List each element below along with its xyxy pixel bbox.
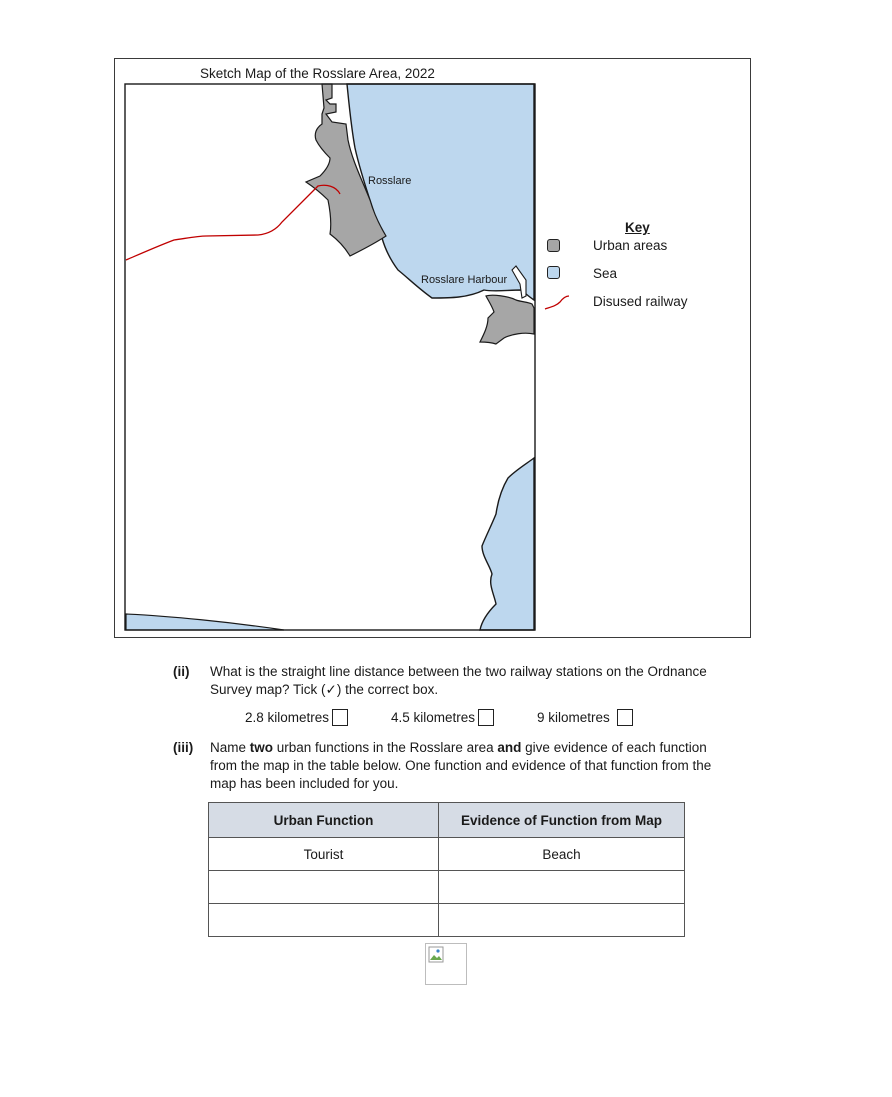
text-segment: urban functions in the Rosslare area	[273, 740, 498, 755]
sea-area-south	[480, 458, 534, 630]
label-rosslare: Rosslare	[368, 175, 412, 187]
table-cell-empty[interactable]	[209, 904, 439, 937]
disused-railway	[126, 185, 340, 260]
question-iii-line-2: from the map in the table below. One function and evidence of that function from the	[210, 758, 712, 773]
key-railway-swatch	[545, 296, 569, 309]
question-iii-line-1	[210, 739, 770, 757]
question-ii-number: (ii)	[173, 664, 190, 679]
table-cell-empty[interactable]	[439, 871, 685, 904]
sea-area-southwest	[126, 614, 284, 630]
key-title: Key	[625, 220, 650, 235]
question-ii-line-2: Survey map? Tick (✓) the correct box.	[210, 682, 439, 697]
key-sea-swatch	[547, 266, 560, 279]
label-rosslare-harbour: Rosslare Harbour	[421, 274, 508, 286]
text-segment: give evidence of each function	[521, 740, 707, 755]
question-iii-text	[210, 739, 770, 793]
question-ii-line-1: What is the straight line distance between the two railway stations on the Ordnance	[210, 664, 707, 679]
option-2-8-km[interactable]	[245, 709, 348, 726]
key-sea-label: Sea	[593, 266, 618, 281]
map-title: Sketch Map of the Rosslare Area, 2022	[200, 66, 435, 81]
table-header-row	[209, 803, 685, 838]
table-cell-empty[interactable]	[439, 904, 685, 937]
sea-area-north	[347, 84, 534, 300]
tick-box[interactable]	[478, 709, 494, 726]
tick-box[interactable]	[617, 709, 633, 726]
header-evidence: Evidence of Function from Map	[439, 803, 685, 838]
text-segment: Name	[210, 740, 250, 755]
tick-box[interactable]	[332, 709, 348, 726]
question-iii-number: (iii)	[173, 740, 194, 755]
option-label: 4.5 kilometres	[391, 710, 476, 725]
table-cell-empty[interactable]	[209, 871, 439, 904]
option-label: 2.8 kilometres	[245, 710, 330, 725]
emphasis-two: two	[249, 740, 274, 755]
urban-functions-table	[208, 802, 685, 937]
table-row	[209, 904, 685, 937]
option-4-5-km[interactable]	[391, 709, 494, 726]
table-cell: Beach	[439, 838, 685, 871]
emphasis-and: and	[497, 740, 522, 755]
broken-image-placeholder	[425, 943, 467, 985]
table-row	[209, 838, 685, 871]
key-railway-label: Disused railway	[593, 294, 688, 309]
urban-area-rosslare-harbour	[480, 295, 534, 344]
key-urban-label: Urban areas	[593, 238, 668, 253]
table-row	[209, 871, 685, 904]
table-cell: Tourist	[209, 838, 439, 871]
option-label: 9 kilometres	[537, 710, 610, 725]
question-ii-text	[210, 663, 770, 699]
broken-image-icon	[426, 944, 466, 984]
option-9-km[interactable]	[537, 709, 633, 726]
question-iii-line-3: map has been included for you.	[210, 776, 399, 791]
key-urban-swatch	[547, 239, 560, 252]
header-urban-function: Urban Function	[209, 803, 439, 838]
